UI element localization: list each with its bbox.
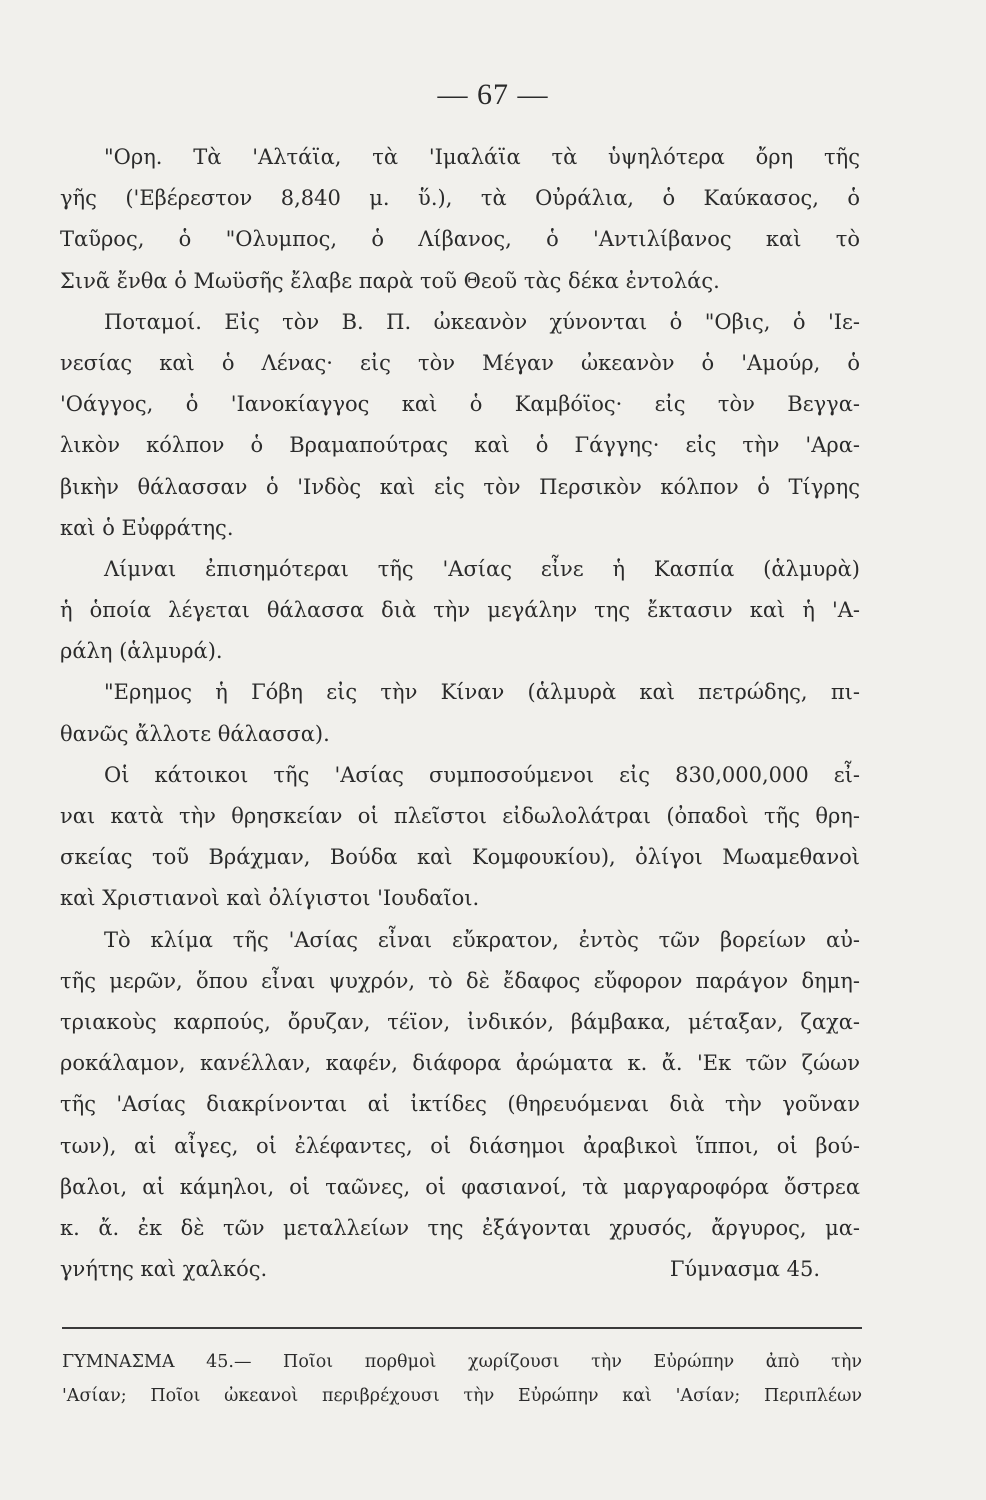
text-line xyxy=(60,714,860,755)
text-line-content: σκείας τοῦ Βράχμαν, Βούδα καὶ Κομφουκίου), ὀλίγοι Μωαμεθανοὶ xyxy=(60,845,860,870)
text-line xyxy=(60,1208,860,1249)
text-line-content: ράλη (ἁλμυρά). xyxy=(60,639,223,664)
text-line xyxy=(60,796,860,837)
text-line xyxy=(60,755,860,796)
body-text xyxy=(60,137,860,1290)
text-line-content: των), αἱ αἶγες, οἱ ἐλέφαντες, οἱ διάσημοι ἀραβικοὶ ἵπποι, οἱ βού- xyxy=(60,1133,860,1158)
text-line-content: θανῶς ἄλλοτε θάλασσα). xyxy=(60,721,330,746)
text-line xyxy=(60,1126,860,1167)
text-line xyxy=(60,590,860,631)
footnote-line: 'Ασίαν; Ποῖοι ὠκεανοὶ περιβρέχουσι τὴν Εὐρώπην καὶ 'Ασίαν; Περιπλέων xyxy=(62,1386,862,1406)
text-line-content: ἡ ὁποία λέγεται θάλασσα διὰ τὴν μεγάλην της ἔκτασιν καὶ ἡ 'Α- xyxy=(60,598,860,623)
text-line xyxy=(60,549,860,590)
text-line-content: βαλοι, αἱ κάμηλοι, οἱ ταῶνες, οἱ φασιανοί, τὰ μαργαροφόρα ὄστρεα xyxy=(60,1174,860,1199)
text-line-content: τῆς 'Ασίας διακρίνονται αἱ ἰκτίδες (θηρευόμεναι διὰ τὴν γοῦναν xyxy=(60,1092,860,1117)
text-line xyxy=(60,878,860,919)
text-line-content: Ποταμοί. Εἰς τὸν Β. Π. ὠκεανὸν χύνονται ὁ "Οβις, ὁ 'Ιε- xyxy=(104,309,860,334)
page-number: — 67 — xyxy=(437,78,549,111)
text-line xyxy=(60,1002,860,1043)
text-line xyxy=(60,1043,860,1084)
text-line-content: γῆς ('Εβέρεστον 8,840 μ. ὕ.), τὰ Οὐράλια, ὁ Καύκασος, ὁ xyxy=(60,186,860,211)
text-line xyxy=(60,137,860,178)
text-line xyxy=(60,467,860,508)
text-line-content: 'Οάγγος, ὁ 'Ιανοκίαγγος καὶ ὁ Καμβόϊος· εἰς τὸν Βεγγα- xyxy=(60,392,860,417)
text-line xyxy=(60,1084,860,1125)
text-line-content: Τὸ κλίμα τῆς 'Ασίας εἶναι εὔκρατον, ἐντὸς τῶν βορείων αὐ- xyxy=(104,927,860,952)
text-line-content: ναι κατὰ τὴν θρησκείαν οἱ πλεῖστοι εἰδωλολάτραι (ὀπαδοὶ τῆς θρη- xyxy=(60,804,860,828)
text-line xyxy=(60,1167,860,1208)
text-line xyxy=(60,961,860,1002)
text-line-content: καὶ Χριστιανοὶ καὶ ὀλίγιστοι 'Ιουδαῖοι. xyxy=(60,886,480,911)
text-line-content: τῆς μερῶν, ὅπου εἶναι ψυχρόν, τὸ δὲ ἔδαφος εὔφορον παράγον δημη- xyxy=(60,968,860,993)
text-line xyxy=(60,672,860,713)
text-line xyxy=(60,302,860,343)
footnote-divider xyxy=(62,1327,862,1329)
text-line-content: κ. ἄ. ἐκ δὲ τῶν μεταλλείων της ἐξάγονται χρυσός, ἄργυρος, μα- xyxy=(60,1215,860,1240)
footnote-line: ΓΥΜΝΑΣΜΑ 45.— Ποῖοι πορθμοὶ χωρίζουσι τὴν Εὐρώπην ἀπὸ τὴν xyxy=(62,1352,862,1372)
text-line-content: Ταῦρος, ὁ "Ολυμπος, ὁ Λίβανος, ὁ 'Αντιλίβανος καὶ τὸ xyxy=(60,227,860,252)
text-line-content: βικὴν θάλασσαν ὁ 'Ινδὸς καὶ εἰς τὸν Περσικὸν κόλπον ὁ Τίγρης xyxy=(60,474,860,499)
text-line-content: "Ορη. Τὰ 'Αλτάϊα, τὰ 'Ιμαλάϊα τὰ ὑψηλότερα ὄρη τῆς xyxy=(104,145,860,169)
exercise-reference: Γύμνασμα 45. xyxy=(669,1257,820,1282)
text-line xyxy=(60,178,860,219)
text-line xyxy=(60,384,860,425)
text-line xyxy=(60,508,860,549)
text-line-content: καὶ ὁ Εὐφράτης. xyxy=(60,515,234,540)
text-line-content: "Ερημος ἡ Γόβη εἰς τὴν Κίναν (ἁλμυρὰ καὶ πετρώδης, πι- xyxy=(104,680,860,705)
text-line-content: λικὸν κόλπον ὁ Βραμαπούτρας καὶ ὁ Γάγγης· εἰς τὴν 'Αρα- xyxy=(60,433,860,458)
text-line xyxy=(60,343,860,384)
text-line xyxy=(60,261,860,302)
text-line-content: τριακοὺς καρπούς, ὄρυζαν, τέϊον, ἰνδικόν, βάμβακα, μέταξαν, ζαχα- xyxy=(60,1009,860,1034)
text-line xyxy=(60,425,860,466)
text-line-content: ροκάλαμον, κανέλλαν, καφέν, διάφορα ἀρώματα κ. ἄ. 'Εκ τῶν ζώων xyxy=(60,1051,860,1076)
text-line-content: γνήτης καὶ χαλκός. xyxy=(60,1257,268,1282)
text-line-content: νεσίας καὶ ὁ Λένας· εἰς τὸν Μέγαν ὠκεανὸν ὁ 'Αμούρ, ὁ xyxy=(60,350,860,375)
text-line-content: Λίμναι ἐπισημότεραι τῆς 'Ασίας εἶνε ἡ Κασπία (ἁλμυρὰ) xyxy=(104,556,860,581)
text-line xyxy=(60,837,860,878)
text-line xyxy=(60,219,860,260)
text-line xyxy=(60,1249,860,1290)
text-line xyxy=(60,920,860,961)
text-line-content: Οἱ κάτοικοι τῆς 'Ασίας συμποσούμενοι εἰς 830,000,000 εἶ- xyxy=(104,762,860,787)
footnote xyxy=(62,1345,862,1413)
text-line xyxy=(60,631,860,672)
text-line-content: Σινᾶ ἔνθα ὁ Μωϋσῆς ἔλαβε παρὰ τοῦ Θεοῦ τὰς δέκα ἐντολάς. xyxy=(60,268,720,293)
